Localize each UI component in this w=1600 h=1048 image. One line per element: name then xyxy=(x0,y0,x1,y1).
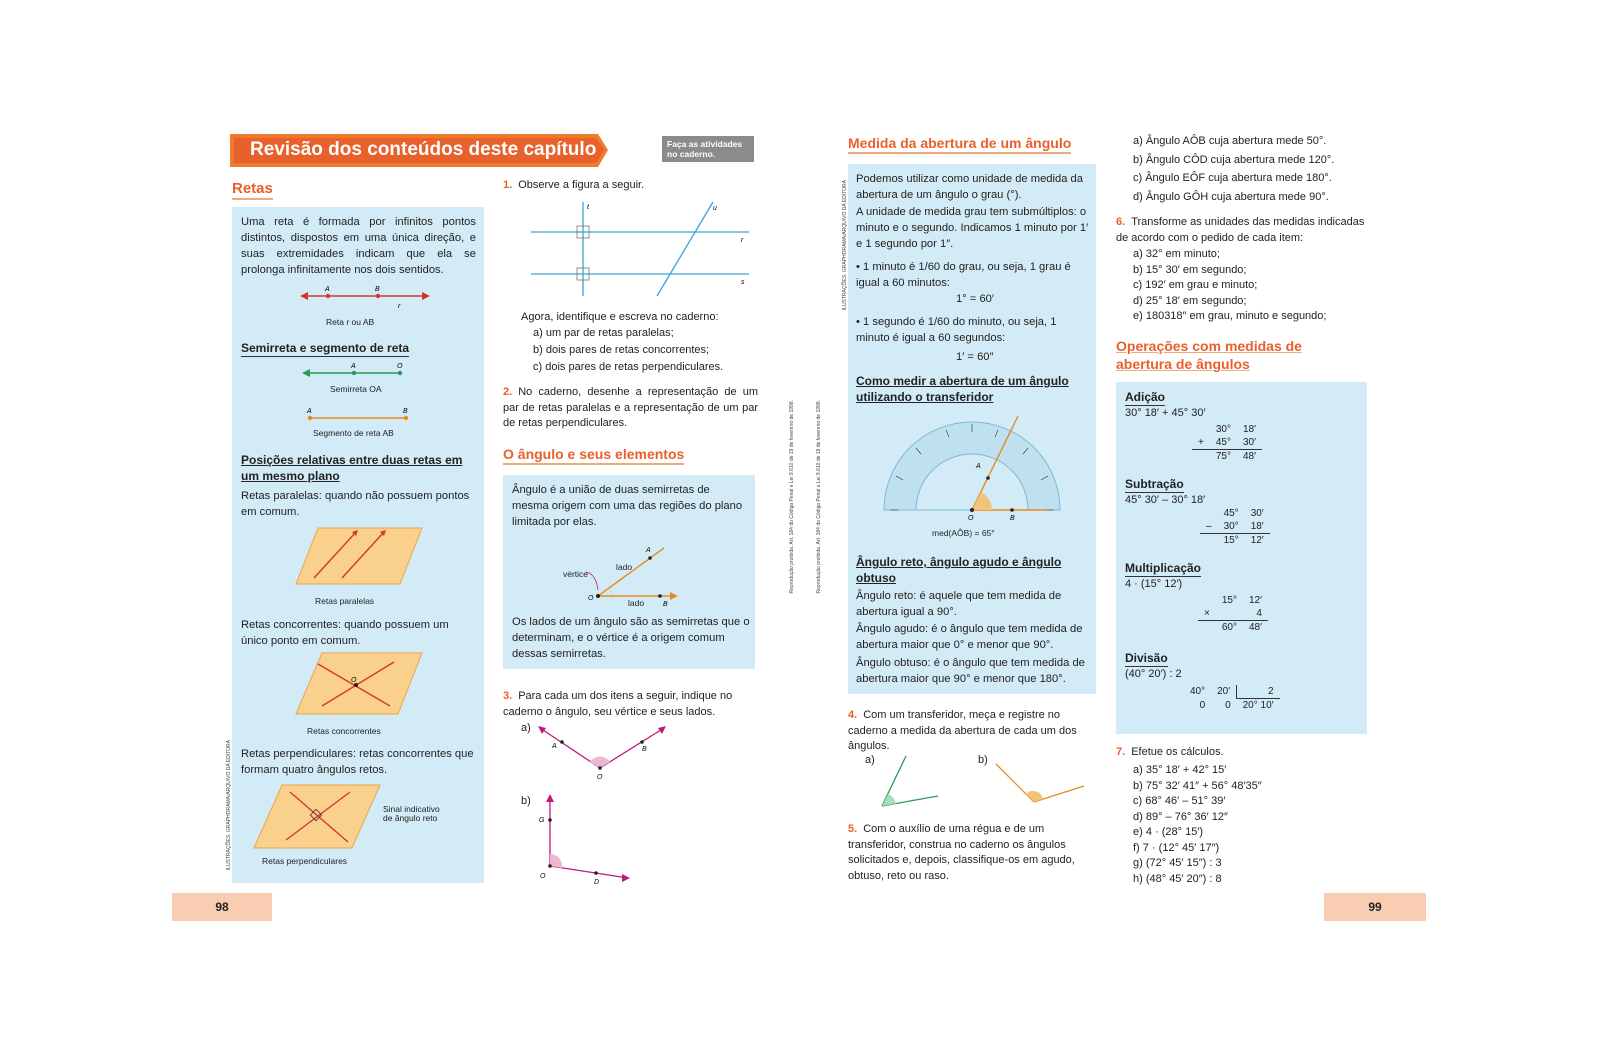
q6-item: e) 180318″ em grau, minuto e segundo; xyxy=(1133,310,1327,322)
segundo-bullet-text: 1 segundo é 1/60 do minuto, ou seja, 1 minuto é igual a 60 segundos: xyxy=(856,316,1057,344)
q1-lines-figure xyxy=(527,198,757,298)
q3-b-label: b) xyxy=(521,795,531,807)
svg-text:G: G xyxy=(539,817,545,824)
reta-definition: Uma reta é formada por infinitos pontos distintos, dispostos em uma única direção, e suas extremidades indicam que ela se prolonga infinitamente nos dois sentidos. xyxy=(241,216,476,276)
paralelas-text: Retas paralelas: quando não possuem pontos em comum. xyxy=(241,490,470,518)
subtracao-table xyxy=(1200,507,1270,547)
calc-cell: 48′ xyxy=(1242,451,1256,462)
notebook-tag-text: Faça as atividades no caderno. xyxy=(667,139,743,159)
left-credit: ILUSTRAÇÕES: GRAPHORAMA/ARQUIVO DA EDITORA xyxy=(226,740,232,871)
q7-item: f) 7 · (12° 45′ 17″) xyxy=(1133,841,1220,854)
calc-cell: 0 xyxy=(1199,699,1206,711)
calc-cell xyxy=(1216,607,1243,621)
banner-title: Revisão dos conteúdos deste capítulo xyxy=(250,139,597,160)
q1-b: b) dois pares de retas concorrentes; xyxy=(533,344,710,356)
calc-cell: 18′ xyxy=(1242,424,1256,435)
minuto-bullet xyxy=(856,259,1090,291)
multiplicacao-expression: 4 · (15° 12′) xyxy=(1125,578,1183,590)
bullet-dot: • xyxy=(856,316,864,328)
q4 xyxy=(848,708,1098,755)
calc-cell: 12′ xyxy=(1250,535,1264,546)
q1-number: 1. xyxy=(503,179,513,191)
calc-cell: 60° xyxy=(1221,622,1237,633)
calc-cell: 30° xyxy=(1223,521,1239,532)
q5-items xyxy=(1133,134,1363,205)
angulo-lados-text: Os lados de um ângulo são as semirretas que o determinam, e o vértice é a origem comum dessas semirretas. xyxy=(512,616,750,660)
q1-a: a) um par de retas paralelas; xyxy=(533,327,674,339)
calc-cell: 45° xyxy=(1223,508,1239,519)
bullet-dot: • xyxy=(856,261,864,273)
calc-cell: 20° 10′ xyxy=(1242,700,1274,711)
angulo-title: O ângulo e seus elementos xyxy=(503,446,684,465)
calc-cell: 4 xyxy=(1256,608,1262,619)
svg-text:A: A xyxy=(307,408,312,415)
semirreta-caption: Semirreta OA xyxy=(330,384,382,394)
q4-b-label: b) xyxy=(978,754,988,766)
transferidor-caption: med(AÔB) = 65° xyxy=(932,528,995,538)
q4-b-figure xyxy=(990,758,1090,808)
calc-cell xyxy=(1198,594,1216,607)
calc-cell: – xyxy=(1206,521,1212,532)
calc-cell: 30′ xyxy=(1250,508,1264,519)
svg-text:r: r xyxy=(398,303,401,310)
posicoes-title: Posições relativas entre duas retas em um mesmo plano xyxy=(241,453,463,483)
q3 xyxy=(503,689,758,720)
svg-text:A: A xyxy=(976,463,981,470)
calc-cell: 30′ xyxy=(1242,437,1256,448)
operacoes-title: Operações com medidas de abertura de ângulos xyxy=(1116,338,1302,372)
q5-text: Com o auxílio de uma régua e de um transferidor, construa no caderno os ângulos solicitados e, depois, classifique-os em agudo, obtuso, reto ou raso. xyxy=(848,823,1075,882)
perpendiculares-text: Retas perpendiculares: retas concorrentes que formam quatro ângulos retos. xyxy=(241,748,474,776)
q6-item: b) 15° 30′ em segundo; xyxy=(1133,263,1247,276)
calc-cell xyxy=(1198,621,1216,635)
paralelas-caption: Retas paralelas xyxy=(315,596,375,606)
agudo-definition: Ângulo agudo: é o ângulo que tem medida de abertura maior que 0° e menor que 90°. xyxy=(856,623,1083,651)
q6 xyxy=(1116,215,1366,246)
concorrentes-figure xyxy=(294,650,424,718)
svg-text:s: s xyxy=(741,279,745,286)
q7-item: c) 68° 46′ – 51° 39′ xyxy=(1133,795,1226,807)
q7-text: Efetue os cálculos. xyxy=(1131,746,1224,758)
q3-a-label: a) xyxy=(521,722,531,734)
reto-definition: Ângulo reto: é aquele que tem medida de abertura igual a 90°. xyxy=(856,590,1062,618)
segundo-equation: 1′ = 60″ xyxy=(956,351,994,363)
calc-cell xyxy=(1192,450,1210,464)
q6-number: 6. xyxy=(1116,216,1126,228)
calc-cell: 15° xyxy=(1223,535,1239,546)
segundo-bullet xyxy=(856,314,1090,346)
adicao-title: Adição xyxy=(1125,390,1166,404)
chapter-review-banner xyxy=(230,134,608,167)
calc-cell xyxy=(1200,534,1218,548)
q7-item: d) 89° – 76° 36′ 12″ xyxy=(1133,810,1228,823)
q2 xyxy=(503,385,758,432)
q6-item: d) 25° 18′ em segundo; xyxy=(1133,294,1247,307)
q6-item: c) 192′ em grau e minuto; xyxy=(1133,279,1258,291)
concorrentes-caption: Retas concorrentes xyxy=(307,726,381,736)
svg-text:O: O xyxy=(397,363,403,370)
transferidor-title: Como medir a abertura de um ângulo utilizando o transferidor xyxy=(856,374,1069,404)
calc-cell: 30° xyxy=(1215,424,1231,435)
adicao-expression: 30° 18′ + 45° 30′ xyxy=(1125,407,1206,419)
svg-text:B: B xyxy=(642,746,647,753)
reta-figure xyxy=(300,284,430,314)
q5-item: b) Ângulo CÔD cuja abertura mede 120°. xyxy=(1133,153,1335,166)
calc-cell: 15° xyxy=(1221,595,1237,606)
q5-number: 5. xyxy=(848,823,858,835)
q4-number: 4. xyxy=(848,709,858,721)
multiplicacao-table xyxy=(1198,594,1268,634)
calc-cell xyxy=(1192,423,1210,436)
notebook-tag xyxy=(662,136,754,162)
svg-text:D: D xyxy=(594,879,600,884)
svg-text:O: O xyxy=(351,677,357,684)
q7-item: a) 35° 18′ + 42° 15′ xyxy=(1133,764,1227,776)
page-number-98: 98 xyxy=(172,893,272,921)
svg-text:O: O xyxy=(597,774,603,781)
q1-c: c) dois pares de retas perpendiculares. xyxy=(533,361,724,373)
left-reproduction-notice: Reprodução proibida. Art. 184 do Código Penal e Lei 9.610 de 19 de fevereiro de 1998. xyxy=(789,400,795,594)
calc-cell: × xyxy=(1204,608,1210,619)
medida-p2: A unidade de medida grau tem submúltiplos: o minuto e o segundo. Indicamos 1 minuto por 1′ e 1 segundo por 1″. xyxy=(856,206,1089,250)
svg-text:B: B xyxy=(663,601,668,608)
medida-p1: Podemos utilizar como unidade de medida da abertura de um ângulo o grau (°). xyxy=(856,173,1083,201)
calc-cell: 75° xyxy=(1215,451,1231,462)
calc-cell: 18′ xyxy=(1250,521,1264,532)
calc-cell: 20′ xyxy=(1211,685,1237,699)
retas-title: Retas xyxy=(232,180,273,200)
q7-item: g) (72° 45′ 15″) : 3 xyxy=(1133,857,1222,869)
page-number-99: 99 xyxy=(1324,893,1426,921)
q2-number: 2. xyxy=(503,386,513,398)
svg-text:A: A xyxy=(325,286,330,293)
svg-text:A: A xyxy=(646,547,651,554)
multiplicacao-title: Multiplicação xyxy=(1125,561,1202,575)
svg-text:t: t xyxy=(587,204,589,211)
q7-item: h) (48° 45′ 20″) : 8 xyxy=(1133,872,1222,885)
divisao-title: Divisão xyxy=(1125,651,1168,665)
divisao-table xyxy=(1184,685,1280,712)
svg-text:A: A xyxy=(552,743,557,750)
label-lado-upper: lado xyxy=(616,562,633,572)
q1 xyxy=(503,178,758,194)
angulo-definition: Ângulo é a união de duas semirretas de mesma origem com uma das regiões do plano limitada por elas. xyxy=(512,484,743,528)
svg-text:B: B xyxy=(375,286,380,293)
q1-ask: Agora, identifique e escreva no caderno: xyxy=(521,311,719,323)
q7-items xyxy=(1133,763,1262,887)
subtracao-expression: 45° 30′ – 30° 18′ xyxy=(1125,494,1206,506)
calc-cell: + xyxy=(1198,437,1204,448)
minuto-bullet-text: 1 minuto é 1/60 do grau, ou seja, 1 grau é igual a 60 minutos: xyxy=(856,261,1071,289)
q4-a-label: a) xyxy=(865,754,875,766)
sinal-caption: Sinal indicativo de ângulo reto xyxy=(383,804,440,823)
label-vertice: vértice xyxy=(563,569,589,579)
reto-title: Ângulo reto, ângulo agudo e ângulo obtuso xyxy=(856,555,1062,585)
svg-text:O: O xyxy=(968,515,974,520)
q7-item: b) 75° 32′ 41″ + 56° 48′35″ xyxy=(1133,779,1262,792)
q3-text: Para cada um dos itens a seguir, indique no caderno o ângulo, seu vértice e seus lados. xyxy=(503,690,733,718)
right-reproduction-notice: Reprodução proibida. Art. 184 do Código Penal e Lei 9.610 de 19 de fevereiro de 1998. xyxy=(816,400,822,594)
svg-text:O: O xyxy=(540,873,546,880)
calc-cell: 45° xyxy=(1215,437,1231,448)
q5-item: d) Ângulo GÔH cuja abertura mede 90°. xyxy=(1133,190,1329,203)
calc-cell: 48′ xyxy=(1248,622,1262,633)
svg-text:u: u xyxy=(713,205,717,212)
q7-item: e) 4 · (28° 15′) xyxy=(1133,826,1204,838)
adicao-table xyxy=(1192,423,1262,463)
subtracao-title: Subtração xyxy=(1125,477,1184,491)
svg-text:r: r xyxy=(741,237,744,244)
calc-cell: 12′ xyxy=(1248,595,1262,606)
minuto-equation: 1° = 60′ xyxy=(956,293,994,305)
segmento-figure xyxy=(304,406,414,428)
q5-item: c) Ângulo EÔF cuja abertura mede 180°. xyxy=(1133,172,1332,184)
obtuso-definition: Ângulo obtuso: é o ângulo que tem medida de abertura maior que 90° e menor que 180°. xyxy=(856,657,1085,685)
q6-items xyxy=(1133,247,1326,325)
calc-cell: 0 xyxy=(1225,699,1231,711)
perpendiculares-figure xyxy=(252,782,382,852)
semirreta-title: Semirreta e segmento de reta xyxy=(241,341,410,355)
q1-text: Observe a figura a seguir. xyxy=(518,179,645,191)
q7-number: 7. xyxy=(1116,746,1126,758)
calc-cell: 2 xyxy=(1237,685,1280,699)
q6-text: Transforme as unidades das medidas indicadas de acordo com o pedido de cada item: xyxy=(1116,216,1365,244)
protractor-figure xyxy=(876,410,1066,520)
q4-a-figure xyxy=(876,752,946,812)
q3-b-figure xyxy=(536,794,636,884)
q3-number: 3. xyxy=(503,690,513,702)
medida-title: Medida da abertura de um ângulo xyxy=(848,135,1071,154)
svg-text:B: B xyxy=(1010,515,1015,520)
svg-text:O: O xyxy=(588,595,594,602)
q7 xyxy=(1116,745,1224,761)
paralelas-figure xyxy=(294,524,424,588)
reta-caption: Reta r ou AB xyxy=(326,317,375,327)
right-credit: ILUSTRAÇÕES: GRAPHORAMA/ARQUIVO DA EDITORA xyxy=(842,180,848,311)
q5-item: a) Ângulo AÔB cuja abertura mede 50°. xyxy=(1133,135,1327,147)
q6-item: a) 32° em minuto; xyxy=(1133,248,1220,260)
divisao-expression: (40° 20′) : 2 xyxy=(1125,668,1182,680)
calc-cell xyxy=(1200,507,1218,520)
q4-text: Com um transferidor, meça e registre no caderno a medida da abertura de cada um dos ângulos. xyxy=(848,709,1077,752)
label-lado-lower: lado xyxy=(628,598,645,608)
svg-text:A: A xyxy=(351,363,356,370)
svg-text:B: B xyxy=(403,408,408,415)
segmento-caption: Segmento de reta AB xyxy=(313,428,394,438)
calc-cell: 40° xyxy=(1190,686,1206,698)
perpendiculares-caption: Retas perpendiculares xyxy=(262,856,348,866)
semirreta-figure xyxy=(302,361,412,383)
concorrentes-text: Retas concorrentes: quando possuem um único ponto em comum. xyxy=(241,619,449,647)
q3-a-figure xyxy=(536,722,676,782)
q5 xyxy=(848,822,1098,884)
q2-text: No caderno, desenhe a representação de um par de retas paralelas e a representação de um par de retas perpendiculares. xyxy=(503,386,758,429)
